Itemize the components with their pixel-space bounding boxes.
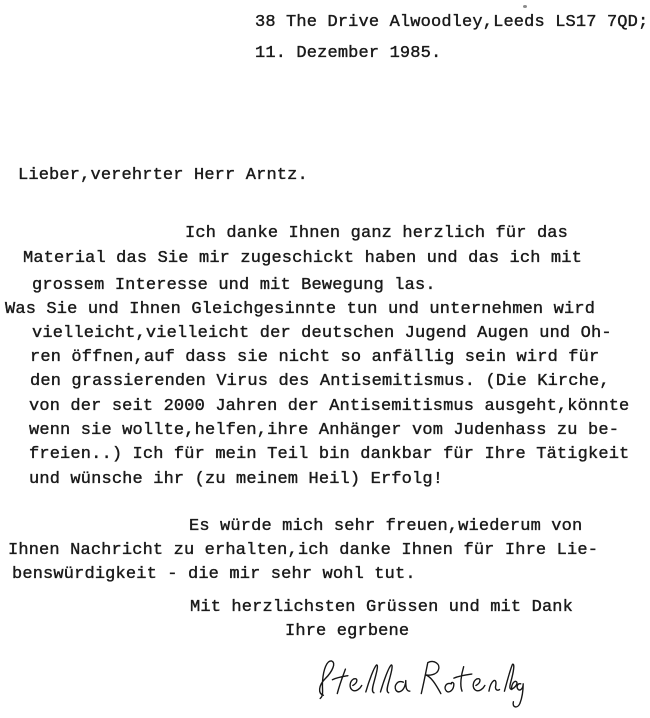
sender-address-line: 38 The Drive Alwoodley,Leeds LS17 7QD;	[255, 13, 649, 32]
body-line: wenn sie wollte,helfen,ihre Anhänger vom Judenhass zu be-	[29, 421, 620, 440]
date-line: 11. Dezember 1985.	[255, 44, 442, 63]
scan-speck	[523, 5, 527, 8]
body-line: benswürdigkeit - die mir sehr wohl tut.	[12, 565, 416, 584]
signature-handwriting	[312, 654, 524, 712]
body-line: und wünsche ihr (zu meinem Heil) Erfolg!	[29, 470, 444, 489]
body-line: von der seit 2000 Jahren der Antisemitismus ausgeht,könnte	[29, 397, 630, 416]
body-line: Es würde mich sehr freuen,wiederum von	[189, 517, 583, 536]
body-line: Ich danke Ihnen ganz herzlich für das	[185, 224, 569, 243]
closing-line: Mit herzlichsten Grüssen und mit Dank	[190, 598, 574, 617]
body-line: Material das Sie mir zugeschickt haben und das ich mit	[23, 249, 582, 268]
body-line: Was Sie und Ihnen Gleichgesinnte tun und unternehmen wird	[5, 300, 596, 319]
body-line: grossem Interesse und mit Bewegung las.	[32, 276, 436, 295]
body-line: freien..) Ich für mein Teil bin dankbar für Ihre Tätigkeit	[29, 445, 630, 464]
body-line: den grassierenden Virus des Antisemitismus. (Die Kirche,	[30, 372, 610, 391]
salutation-line: Lieber,verehrter Herr Arntz.	[18, 166, 308, 185]
signoff-line: Ihre egrbene	[285, 622, 410, 641]
body-line: ren öffnen,auf dass sie nicht so anfällig sein wird für	[30, 348, 600, 367]
body-line: vielleicht,vielleicht der deutschen Jugend Augen und Oh-	[32, 324, 612, 343]
body-line: Ihnen Nachricht zu erhalten,ich danke Ihnen für Ihre Lie-	[8, 541, 599, 560]
